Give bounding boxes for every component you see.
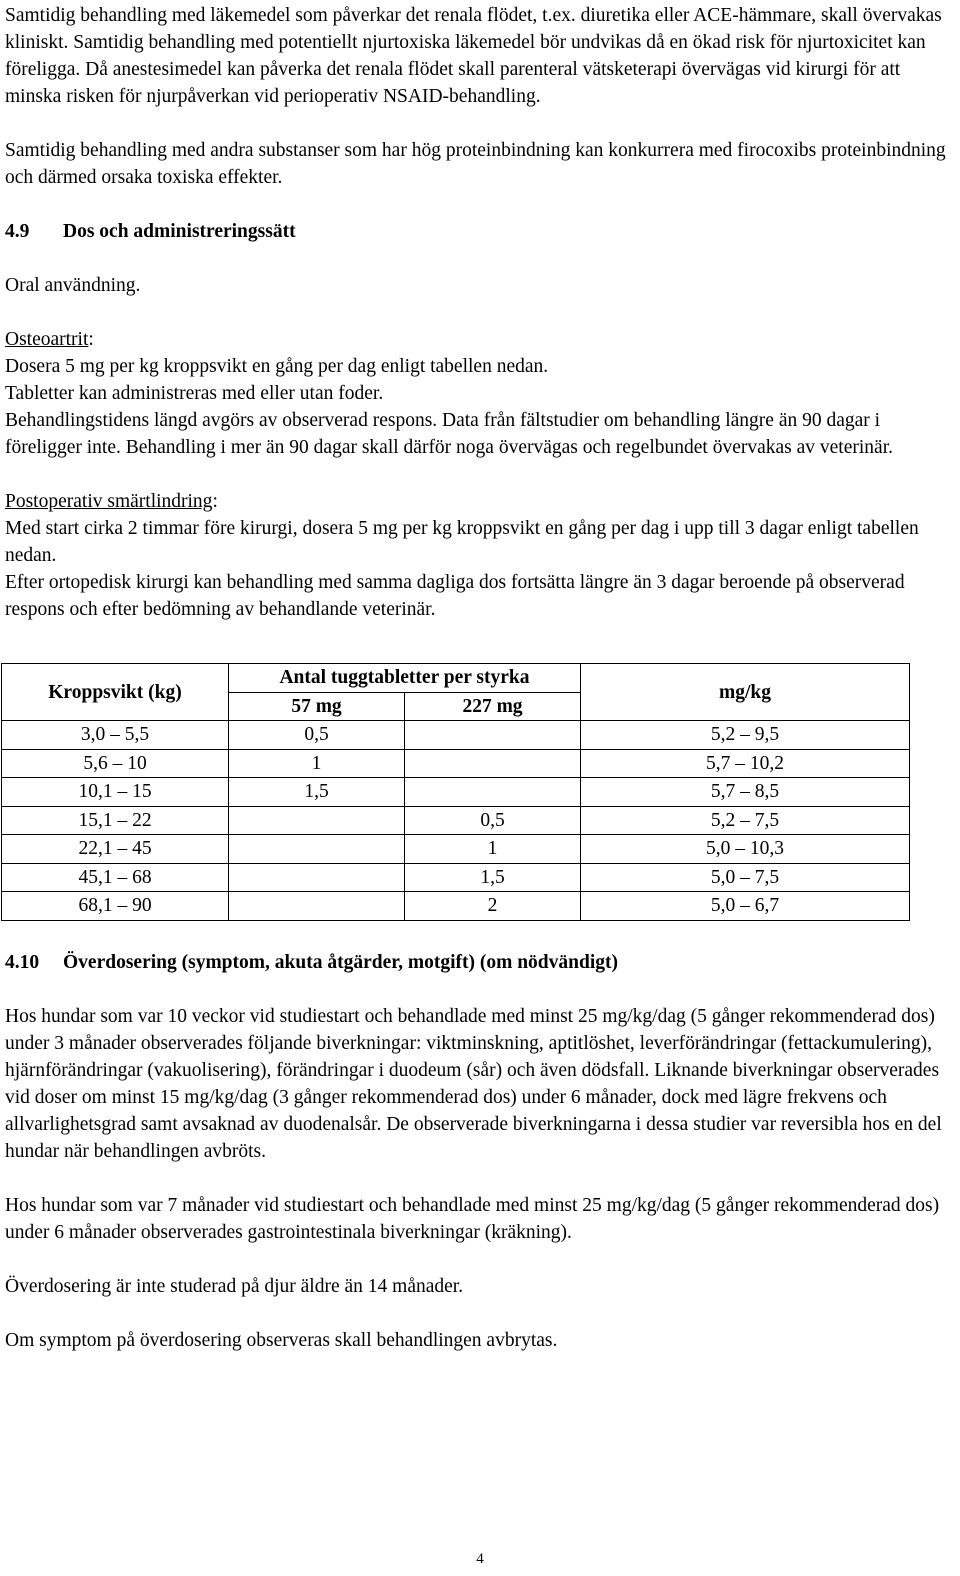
cell-weight: 5,6 – 10 <box>2 749 229 778</box>
header-mg-per-kg: mg/kg <box>581 664 910 721</box>
section-title: Dos och administreringssätt <box>63 221 296 242</box>
header-227mg: 227 mg <box>405 692 581 721</box>
overdose-paragraph-1: Hos hundar som var 10 veckor vid studiestart och behandlade med minst 25 mg/kg/dag (5 gånger rekommenderad dos) under 3 månader observerades följande biverkningar: viktminskning, aptitlöshet, leverförändringar (fettackumulering), hjärnförändringar (vakuolisering), förändringar i duodeum (sår) och även dödsfall. Liknande biverkningar observerades vid doser om minst 15 mg/kg/dag (3 gånger rekommenderad dos) under 6 månader, dock med lägre frekvens och allvarlighetsgrad samt avsaknad av duodenalsår. De observerade biverkningarna i dessa studier var reversibla hos en del hundar när behandlingen avbröts. <box>5 1005 942 1162</box>
postop-label: Postoperativ smärtlindring <box>5 491 213 512</box>
osteoarthritis-line-3: Behandlingstidens längd avgörs av observerad respons. Data från fältstudier om behandling längre än 90 dagar i föreligger inte. Behandling i mer än 90 dagar skall därför noga övervägas och regelbundet övervakas av veterinär. <box>5 410 893 458</box>
cell-57mg <box>229 835 405 864</box>
cell-mg-per-kg: 5,2 – 7,5 <box>581 806 910 835</box>
section-4-9-heading <box>5 218 955 245</box>
overdose-paragraph-2: Hos hundar som var 7 månader vid studiestart och behandlade med minst 25 mg/kg/dag (5 gånger rekommenderad dos) under 6 månader observerades gastrointestinala biverkningar (kräkning). <box>5 1194 940 1243</box>
table-row <box>2 863 910 892</box>
cell-weight: 22,1 – 45 <box>2 835 229 864</box>
cell-weight: 10,1 – 15 <box>2 778 229 807</box>
cell-weight: 3,0 – 5,5 <box>2 721 229 750</box>
cell-mg-per-kg: 5,7 – 10,2 <box>581 749 910 778</box>
cell-mg-per-kg: 5,0 – 10,3 <box>581 835 910 864</box>
postop-line-2: Efter ortopedisk kirurgi kan behandling med samma dagliga dos fortsätta längre än 3 dagar beroende på observerad respons och efter bedömning av behandlande veterinär. <box>5 572 905 620</box>
cell-weight: 15,1 – 22 <box>2 806 229 835</box>
intro-paragraph-1: Samtidig behandling med läkemedel som påverkar det renala flödet, t.ex. diuretika eller ACE-hämmare, skall övervakas kliniskt. Samtidig behandling med potentiellt njurtoxiska läkemedel bör undvikas då en ökad risk för njurtoxicitet kan föreligga. Då anestesimedel kan påverka det renala flödet skall parenteral vätsketerapi övervägas vid kirurgi för att minska risken för njurpåverkan vid perioperativ NSAID-behandling. <box>5 5 942 107</box>
cell-57mg <box>229 863 405 892</box>
cell-mg-per-kg: 5,2 – 9,5 <box>581 721 910 750</box>
osteoarthritis-line-1: Dosera 5 mg per kg kroppsvikt en gång per dag enligt tabellen nedan. <box>5 356 549 377</box>
section-number: 4.10 <box>5 951 40 973</box>
table-row <box>2 778 910 807</box>
cell-227mg: 2 <box>405 892 581 921</box>
table-row <box>2 835 910 864</box>
document-page <box>5 2 955 1354</box>
overdose-paragraph-4: Om symptom på överdosering observeras skall behandlingen avbrytas. <box>5 1329 558 1351</box>
cell-mg-per-kg: 5,0 – 6,7 <box>581 892 910 921</box>
cell-weight: 45,1 – 68 <box>2 863 229 892</box>
osteoarthritis-colon: : <box>88 329 94 350</box>
table-row <box>2 892 910 921</box>
osteoarthritis-label: Osteoartrit <box>5 329 89 350</box>
section-number: 4.9 <box>5 221 30 242</box>
cell-227mg: 1,5 <box>405 863 581 892</box>
table-header-row <box>2 664 910 693</box>
postop-colon: : <box>212 491 218 512</box>
table-row <box>2 721 910 750</box>
header-57mg: 57 mg <box>229 692 405 721</box>
route-of-administration: Oral användning. <box>5 275 141 296</box>
cell-57mg <box>229 806 405 835</box>
section-title: Överdosering (symptom, akuta åtgärder, motgift) (om nödvändigt) <box>63 951 618 973</box>
header-weight: Kroppsvikt (kg) <box>2 664 229 721</box>
postop-heading <box>5 488 955 515</box>
dosage-table <box>1 663 910 921</box>
osteoarthritis-line-2: Tabletter kan administreras med eller utan foder. <box>5 383 384 404</box>
postop-line-1: Med start cirka 2 timmar före kirurgi, dosera 5 mg per kg kroppsvikt en gång per dag i upp till 3 dagar enligt tabellen nedan. <box>5 518 919 566</box>
cell-227mg: 0,5 <box>405 806 581 835</box>
cell-227mg <box>405 721 581 750</box>
table-row <box>2 806 910 835</box>
cell-57mg: 0,5 <box>229 721 405 750</box>
cell-mg-per-kg: 5,0 – 7,5 <box>581 863 910 892</box>
cell-227mg <box>405 749 581 778</box>
cell-227mg <box>405 778 581 807</box>
table-row <box>2 749 910 778</box>
osteoarthritis-heading <box>5 326 955 353</box>
cell-57mg: 1,5 <box>229 778 405 807</box>
cell-57mg <box>229 892 405 921</box>
cell-weight: 68,1 – 90 <box>2 892 229 921</box>
overdose-paragraph-3: Överdosering är inte studerad på djur äldre än 14 månader. <box>5 1275 464 1297</box>
cell-57mg: 1 <box>229 749 405 778</box>
cell-mg-per-kg: 5,7 – 8,5 <box>581 778 910 807</box>
section-4-10-heading <box>5 949 955 976</box>
header-tablets: Antal tuggtabletter per styrka <box>229 664 581 693</box>
page-number: 4 <box>476 1551 484 1567</box>
cell-227mg: 1 <box>405 835 581 864</box>
intro-paragraph-2: Samtidig behandling med andra substanser som har hög proteinbindning kan konkurrera med firocoxibs proteinbindning och därmed orsaka toxiska effekter. <box>5 140 946 188</box>
